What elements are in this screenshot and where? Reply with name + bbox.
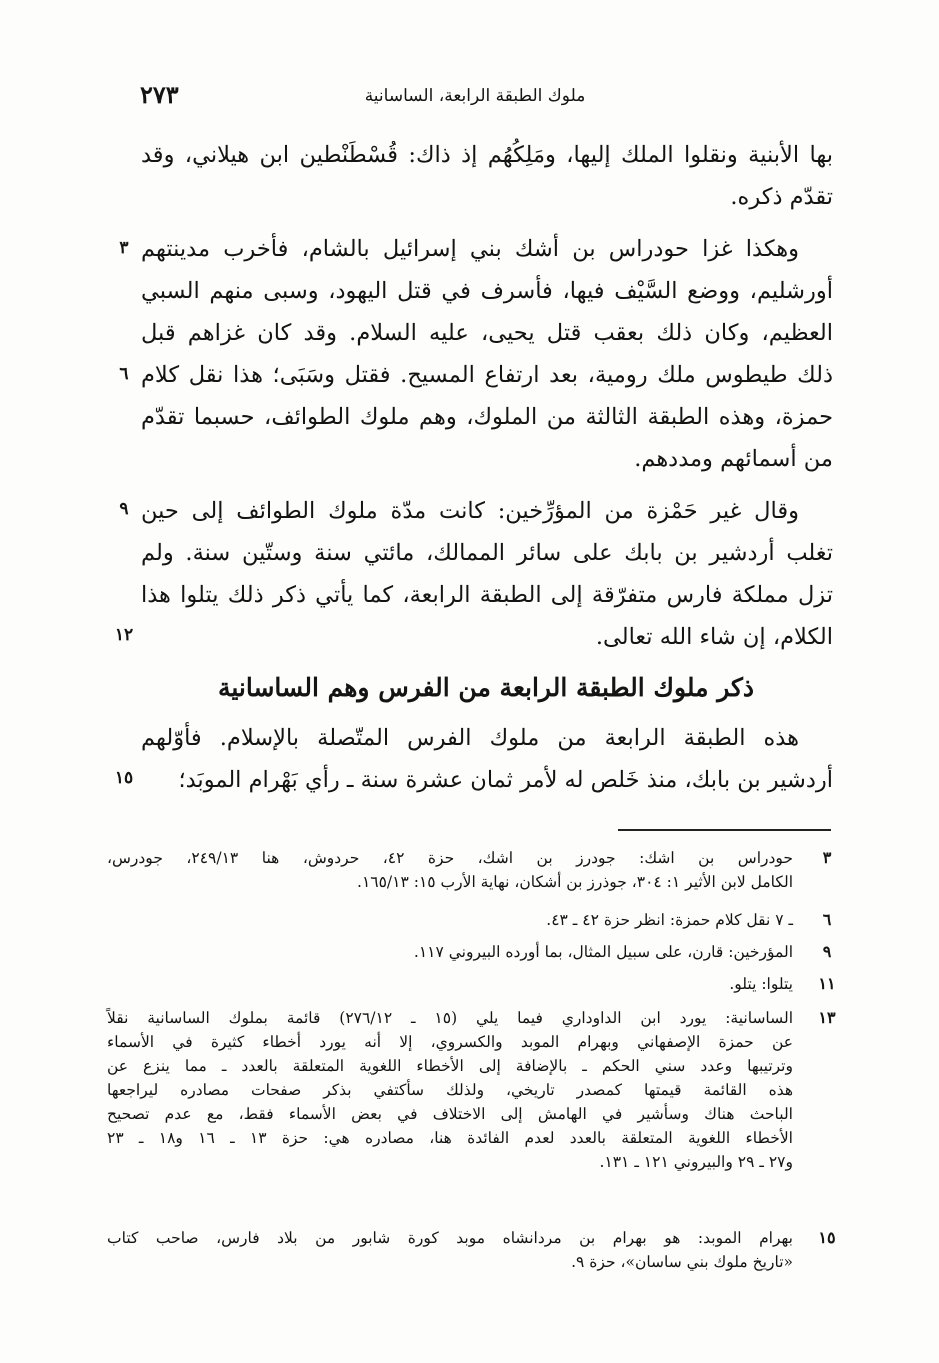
footnote-line: بهرام الموبد: هو بهرام بن مردانشاه موبد كورة شابور من بلاد فارس، صاحب كتاب xyxy=(107,1229,793,1247)
text-line: وهكذا غزا حودراس بن أشك بني إسرائيل بالشام، فأخرب مدينتهم xyxy=(141,236,799,262)
text-line: من أسمائهم ومددهم. xyxy=(634,446,833,472)
text-line: هذه الطبقة الرابعة من ملوك الفرس المتّصلة بالإسلام. فأوّلهم xyxy=(141,725,799,751)
footnote-number: ١٣ xyxy=(818,1008,836,1027)
margin-line-number: ١٢ xyxy=(114,625,134,645)
text-line: العظيم، وكان ذلك بعقب قتل يحيى، عليه السلام. وقد كان غزاهم قبل xyxy=(141,320,833,346)
text-line: بها الأبنية ونقلوا الملك إليها، ومَلِكُهُم إذ ذاك: قُسْطَنْطين ابن هيلاني، وقد xyxy=(141,142,833,168)
margin-line-number: ٩ xyxy=(119,499,129,519)
footnote-line: ـ ٧ نقل كلام حمزة: انظر حزة ٤٢ ـ ٤٣. xyxy=(546,911,793,929)
footnote-number: ٩ xyxy=(822,942,832,961)
margin-line-number: ١٥ xyxy=(114,768,134,788)
paragraph-1 xyxy=(141,134,833,218)
section-paragraph xyxy=(141,717,833,801)
footnote xyxy=(107,972,793,996)
text-line: حمزة، وهذه الطبقة الثالثة من الملوك، وهم ملوك الطوائف، حسبما تقدّم xyxy=(141,404,833,430)
text-line: تزل مملكة فارس متفرّقة إلى الطبقة الرابعة، كما يأتي ذكر ذلك يتلوا هذا xyxy=(141,582,833,608)
margin-line-number: ٣ xyxy=(119,238,129,258)
running-header-title: ملوك الطبقة الرابعة، الساسانية xyxy=(364,86,586,106)
page-number: ٢٧٣ xyxy=(140,80,179,109)
footnote-line: الساسانية: يورد ابن الداوداري فيما يلي (١٥ ـ ٢٧٦/١٢) قائمة بملوك الساسانية نقلاً xyxy=(107,1009,794,1027)
footnote-line: هذه القائمة قيمتها كمصدر تاريخي، ولذلك سأكتفي بذكر صفحات مصادره ليراجعها xyxy=(107,1081,793,1099)
margin-line-number: ٦ xyxy=(119,364,129,384)
footnote-number: ١١ xyxy=(818,974,836,993)
footnote-line: عن حمزة الإصفهاني وبهرام الموبد والكسروي، إلا أنه يورد أخطاء كثيرة في الأسماء xyxy=(107,1033,793,1051)
footnote-line: الباحث هناك وسأشير في الهامش إلى الاختلاف في بعض الأسماء فقط، مع عدم تصحيح xyxy=(107,1105,793,1123)
footnote-line: الأخطاء اللغوية المتعلقة بالعدد لعدم الفائدة هنا، مصادره هي: حزة ١٣ ـ ١٦ و١٨ ـ ٢٣ xyxy=(107,1129,793,1147)
footnote-line: الكامل لابن الأثير ١: ٣٠٤، جوذرز بن أشكان، نهاية الأرب ١٥: ١٦٥/١٣. xyxy=(357,873,793,891)
text-line: أردشير بن بابك، منذ خَلص له لأمر ثمان عشرة سنة ـ رأي بَهْرام الموبَد؛ xyxy=(178,767,833,793)
footnote xyxy=(107,940,793,964)
section-heading: ذكر ملوك الطبقة الرابعة من الفرس وهم الساسانية xyxy=(217,673,755,702)
footnote-number: ٣ xyxy=(822,848,832,867)
footnote-line: يتلوا: يتلو. xyxy=(729,975,793,993)
footnote xyxy=(107,1226,793,1274)
footnote-line: و٢٧ ـ ٢٩ والبيروني ١٢١ ـ ١٣١. xyxy=(599,1153,793,1171)
text-line: تغلب أردشير بن بابك على سائر الممالك، مائتي سنة وستّين سنة. ولم xyxy=(141,540,833,566)
text-line: تقدّم ذكره. xyxy=(730,184,833,210)
paragraph-3 xyxy=(141,490,833,658)
text-line: أورشليم، ووضع السَّيْف فيها، فأسرف في قتل اليهود، وسبى منهم السبي xyxy=(141,278,833,304)
text-line: وقال غير حَمْزة من المؤرِّخين: كانت مدّة ملوك الطوائف إلى حين xyxy=(141,498,799,524)
text-line: ذلك طيطوس ملك رومية، بعد ارتفاع المسيح. فقتل وسَبَى؛ هذا نقل كلام xyxy=(141,362,833,388)
footnote-line: المؤرخين: قارن، على سبيل المثال، بما أورده البيروني ١١٧. xyxy=(413,943,793,961)
footnote-number: ٦ xyxy=(822,910,832,929)
text-line: الكلام، إن شاء الله تعالى. xyxy=(595,624,833,650)
footnote-line: وترتيبها وعدد سني الحكم ـ بالإضافة إلى الأخطاء اللغوية المتعلقة بالعدد ـ مما ينزع عن xyxy=(107,1057,793,1075)
footnote-line: «تاريخ ملوك بني ساسان»، حزة ٩. xyxy=(571,1253,793,1271)
footnote xyxy=(107,1006,793,1174)
footnote xyxy=(107,846,793,894)
paragraph-2 xyxy=(141,228,833,480)
footnote xyxy=(107,908,793,932)
footnote-number: ١٥ xyxy=(818,1228,836,1247)
footnote-line: حودراس بن اشك: جودرز بن اشك، حزة ٤٢، حردوش، هنا ٢٤٩/١٣، جودرس، xyxy=(107,849,793,867)
footnote-divider xyxy=(618,829,831,831)
